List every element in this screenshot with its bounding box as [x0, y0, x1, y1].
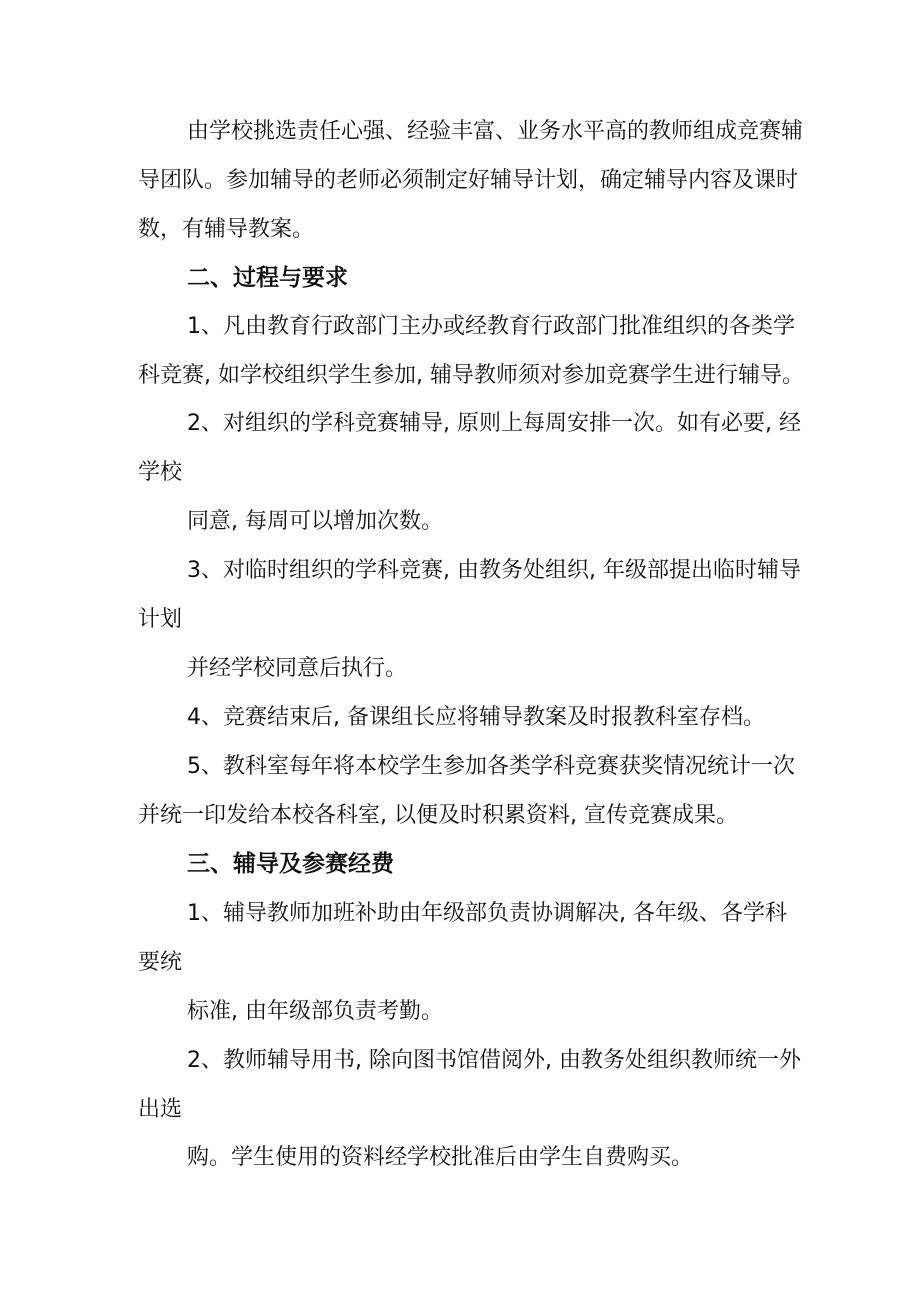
- section2-item3-line-1: 3、对临时组织的学科竞赛, 由教务处组织, 年级部提出临时辅导: [187, 558, 801, 583]
- section3-item2-line-1: 2、教师辅导用书, 除向图书馆借阅外, 由教务处组织教师统一外: [187, 1048, 801, 1073]
- section2-item3-line-2: 计划: [138, 607, 183, 632]
- section3-item2-line-3: 购。学生使用的资料经学校批准后由学生自费购买。: [187, 1145, 694, 1170]
- section-heading-process: 二、过程与要求: [187, 265, 348, 291]
- section2-item3-line-3: 并经学校同意后执行。: [187, 656, 408, 681]
- section3-item1-line-3: 标准, 由年级部负责考勤。: [187, 999, 443, 1024]
- intro-line-2: 导团队。参加辅导的老师必须制定好辅导计划，确定辅导内容及课时: [138, 168, 799, 193]
- section2-item4-line-1: 4、竞赛结束后, 备课组长应将辅导教案及时报教科室存档。: [187, 705, 765, 730]
- section2-item2-line-2: 学校: [138, 460, 183, 485]
- intro-line-3: 数，有辅导教案。: [138, 217, 315, 242]
- section3-item1-line-1: 1、辅导教师加班补助由年级部负责协调解决, 各年级、各学科: [187, 901, 787, 926]
- intro-line-1: 由学校挑选责任心强、经验丰富、业务水平高的教师组成竞赛辅: [187, 119, 804, 144]
- section3-item2-line-2: 出选: [138, 1097, 183, 1122]
- section2-item1-line-2: 科竞赛, 如学校组织学生参加, 辅导教师须对参加竞赛学生进行辅导。: [138, 363, 804, 388]
- section2-item2-line-3: 同意, 每周可以增加次数。: [187, 509, 443, 534]
- section2-item1-line-1: 1、凡由教育行政部门主办或经教育行政部门批准组织的各类学: [187, 314, 795, 339]
- section2-item2-line-1: 2、对组织的学科竞赛辅导, 原则上每周安排一次。如有必要, 经: [187, 411, 801, 436]
- section3-item1-line-2: 要统: [138, 950, 183, 975]
- section2-item5-line-2: 并统一印发给本校各科室, 以便及时积累资料, 宣传竞赛成果。: [138, 803, 738, 828]
- section2-item5-line-1: 5、教科室每年将本校学生参加各类学科竞赛获奖情况统计一次: [187, 754, 795, 779]
- section-heading-funding: 三、辅导及参赛经费: [187, 851, 394, 877]
